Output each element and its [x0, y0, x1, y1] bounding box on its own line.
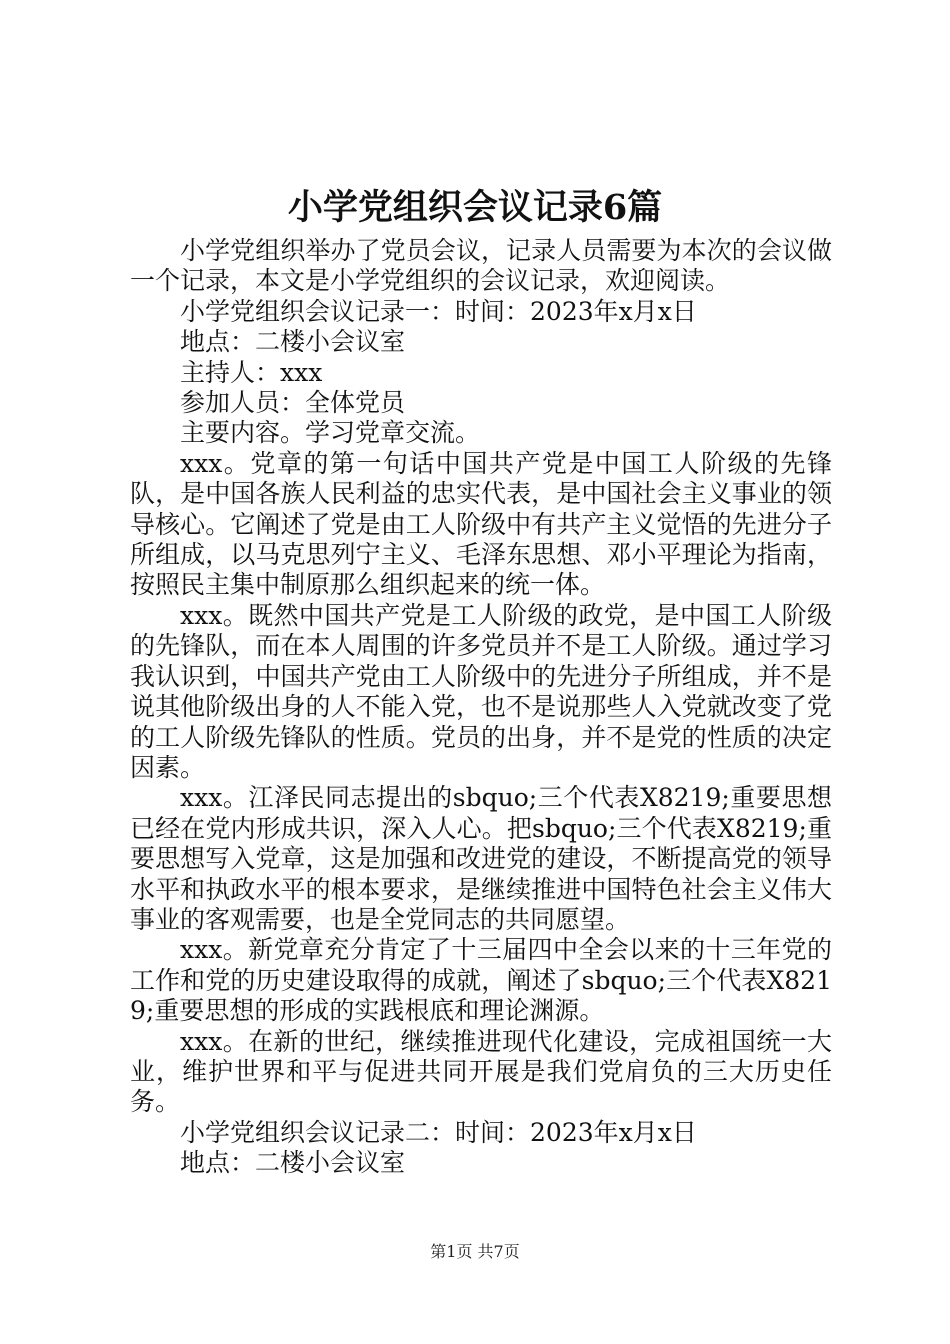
paragraph-speech-1: xxx。党章的第一句话中国共产党是中国工人阶级的先锋队，是中国各族人民利益的忠实代表，是中国社会主义事业的领导核心。它阐述了党是由工人阶级中有共产主义觉悟的先进分子所组成，以马克思列宁主义、毛泽东思想、邓小平理论为指南，按照民主集中制原那么组织起来的统一体。	[130, 448, 832, 600]
document-title: 小学党组织会议记录6篇	[287, 187, 663, 228]
paragraph-record1-attendees: 参加人员：全体党员	[180, 388, 406, 418]
paragraph-speech-2: xxx。既然中国共产党是工人阶级的政党，是中国工人阶级的先锋队，而在本人周围的许多党员并不是工人阶级。通过学习我认识到，中国共产党由工人阶级中的先进分子所组成，并不是说其他阶级出身的人不能入党，也不是说那些人入党就改变了党的工人阶级先锋队的性质。党员的出身，并不是党的性质的决定因素。	[130, 600, 832, 782]
paragraph-speech-3: xxx。江泽民同志提出的sbquo;三个代表X8219;重要思想已经在党内形成共识，深入人心。把sbquo;三个代表X8219;重要思想写入党章，这是加强和改进党的建设，不断提高党的领导水平和执政水平的根本要求，是继续推进中国特色社会主义伟大事业的客观需要，也是全党同志的共同愿望。	[130, 783, 832, 934]
paragraph-record2-location: 地点：二楼小会议室	[180, 1148, 406, 1178]
paragraph-speech-4: xxx。新党章充分肯定了十三届四中全会以来的十三年党的工作和党的历史建设取得的成就，阐述了sbquo;三个代表X8219;重要思想的形成的实践根底和理论渊源。	[130, 935, 832, 1026]
paragraph-record1-time: 小学党组织会议记录一：时间：2023年x月x日	[180, 296, 697, 326]
document-body	[130, 236, 832, 1179]
paragraph-record2-time: 小学党组织会议记录二：时间：2023年x月x日	[180, 1117, 697, 1147]
paragraph-intro: 小学党组织举办了党员会议，记录人员需要为本次的会议做一个记录，本文是小学党组织的会议记录，欢迎阅读。	[130, 236, 832, 296]
paragraph-record1-location: 地点：二楼小会议室	[180, 327, 406, 357]
page-number-footer: 第1页 共7页	[430, 1242, 520, 1261]
paragraph-speech-5: xxx。在新的世纪，继续推进现代化建设，完成祖国统一大业，维护世界和平与促进共同开展是我们党肩负的三大历史任务。	[130, 1026, 832, 1117]
paragraph-record1-host: 主持人：xxx	[180, 357, 323, 387]
paragraph-record1-content: 主要内容。学习党章交流。	[180, 418, 481, 448]
